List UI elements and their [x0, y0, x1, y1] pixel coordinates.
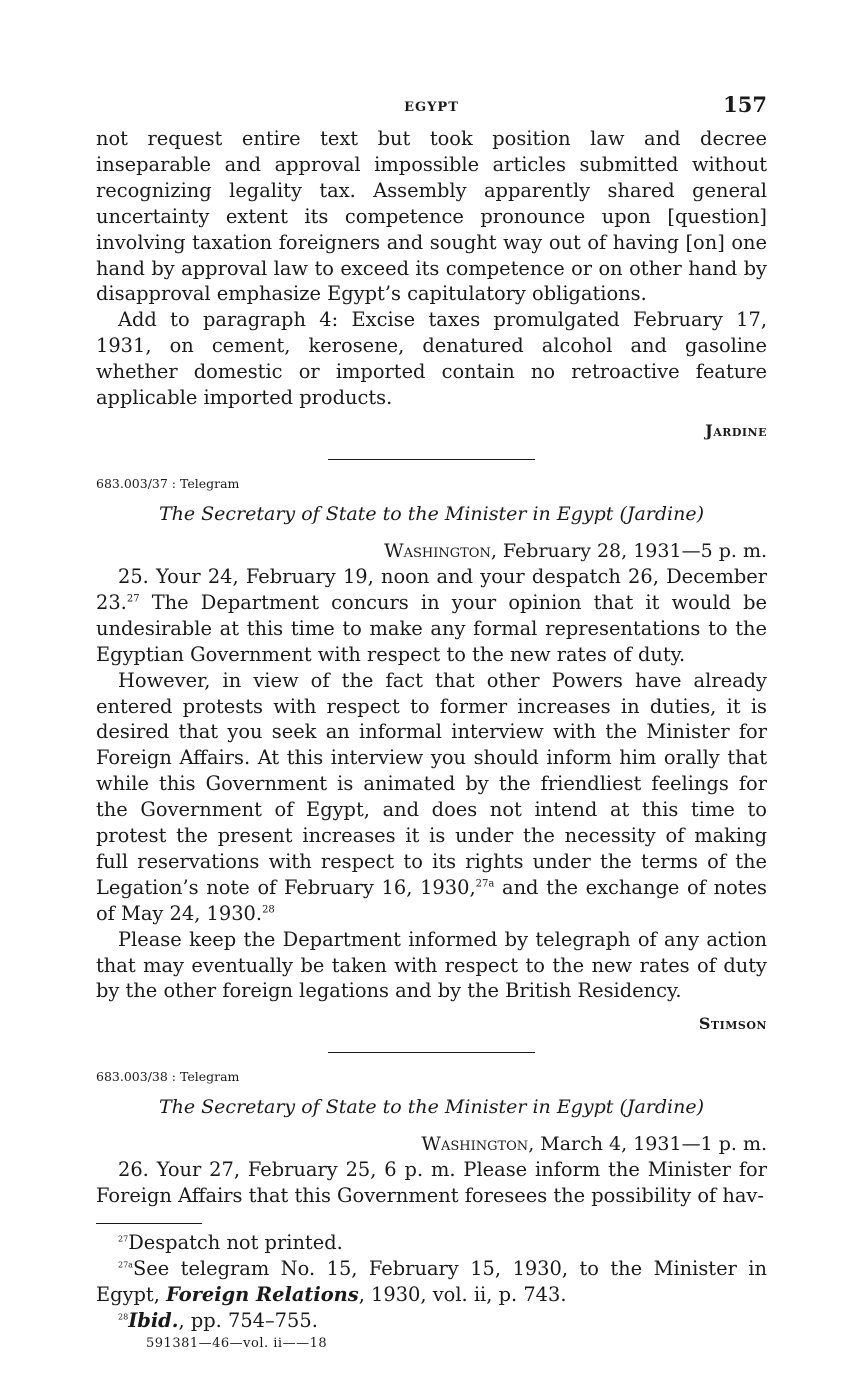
document-page: [96, 92, 767, 1351]
page-number: 157: [723, 92, 767, 117]
dateline-date: , February 28, 1931—5 p. m.: [490, 539, 767, 562]
dateline: [96, 1131, 767, 1157]
footnote-citation-title: Foreign Relations: [166, 1283, 359, 1306]
page-header: [96, 92, 767, 126]
telegram-paragraph: [96, 668, 767, 927]
document-heading: The Secretary of State to the Minister in Egypt (Jardine): [158, 502, 705, 525]
telegram-paragraph: 26. Your 27, February 25, 6 p. m. Please inform the Minister for Foreign Affairs that this Government foresees the possibility of hav-: [96, 1158, 767, 1208]
footnote-divider: [96, 1223, 202, 1224]
footnote-text: Despatch not printed.: [128, 1231, 343, 1255]
footnote-ibid: Ibid.: [128, 1308, 179, 1332]
footnote-ref[interactable]: 27: [126, 593, 140, 605]
text-run: 25. Your 24, February 19, noon and your despatch 26, December 23.: [96, 564, 767, 614]
file-reference: 683.003/37 : Telegram: [96, 475, 240, 491]
print-code: 591381—46—vol. ii——18: [146, 1335, 328, 1351]
continuation-paragraph: not request entire text but took position law and decree inseparable and approval impossible articles submitted without recognizing legality tax. Assembly apparently shared general uncertainty extent its competence pronounce upon [question] involving taxation foreigners and sought way out of having [on] one hand by approval law to exceed its competence or on other hand by disapproval emphasize Egypt’s capitulatory obligations.: [96, 127, 767, 306]
footnote-ref[interactable]: 28: [262, 904, 275, 916]
footnotes: [96, 1230, 767, 1351]
telegram-paragraph: Please keep the Department informed by telegraph of any action that may eventually be taken with respect to the new rates of duty by the other foreign legations and by the British Residency.: [96, 927, 767, 1003]
dateline-date: , March 4, 1931—1 p. m.: [528, 1133, 767, 1156]
dateline: [96, 538, 767, 564]
section-divider: [328, 459, 535, 460]
file-reference: 683.003/38 : Telegram: [96, 1069, 240, 1085]
footnote-mark: 27: [118, 1234, 129, 1244]
text-run: However, in view of the fact that other Powers have already entered protests with respect to former increases in duties, it is desired that you seek an informal interview with the Minister for Foreign Affairs. At this interview you should inform him orally that while this Government is animated by the friendliest feelings for the Government of Egypt, and does not intend at this time to protest the present increases it is under the necessity of making full reservations with respect to its rights under the terms of the Legation’s note of February 16, 1930,: [96, 668, 767, 899]
footnote-mark: 28: [118, 1312, 129, 1322]
section-divider: [328, 1052, 535, 1053]
footnote-mark: 27a: [118, 1260, 133, 1270]
footnote-27: [96, 1230, 767, 1256]
document-heading: The Secretary of State to the Minister in Egypt (Jardine): [158, 1096, 705, 1119]
footnote-ref[interactable]: 27a: [475, 878, 495, 890]
footnote-28: [96, 1308, 767, 1334]
footnote-27a: [96, 1256, 767, 1308]
text-run: The Department concurs in your opinion that it would be undesirable at this time to make any formal representations to the Egyptian Government with respect to the new rates of duty.: [96, 590, 767, 666]
text-run: and the exchange of notes of May 24, 1930.: [96, 875, 767, 925]
telegram-paragraph: [96, 564, 767, 668]
dateline-place: Washington: [384, 539, 491, 562]
signature-jardine: Jardine: [705, 420, 767, 440]
running-head: EGYPT: [404, 100, 459, 115]
signature-stimson: Stimson: [698, 1014, 767, 1034]
footnote-text: , 1930, vol. ii, p. 743.: [358, 1283, 567, 1306]
footnote-text: See telegram No. 15, February 15, 1930, to the Minister in Egypt,: [96, 1257, 767, 1306]
footnote-text: , pp. 754–755.: [178, 1308, 318, 1332]
addition-paragraph: Add to paragraph 4: Excise taxes promulgated February 17, 1931, on cement, kerosene, denatured alcohol and gasoline whether domestic or imported contain no retroactive feature applicable imported products.: [96, 308, 767, 410]
dateline-place: Washington: [421, 1133, 529, 1156]
